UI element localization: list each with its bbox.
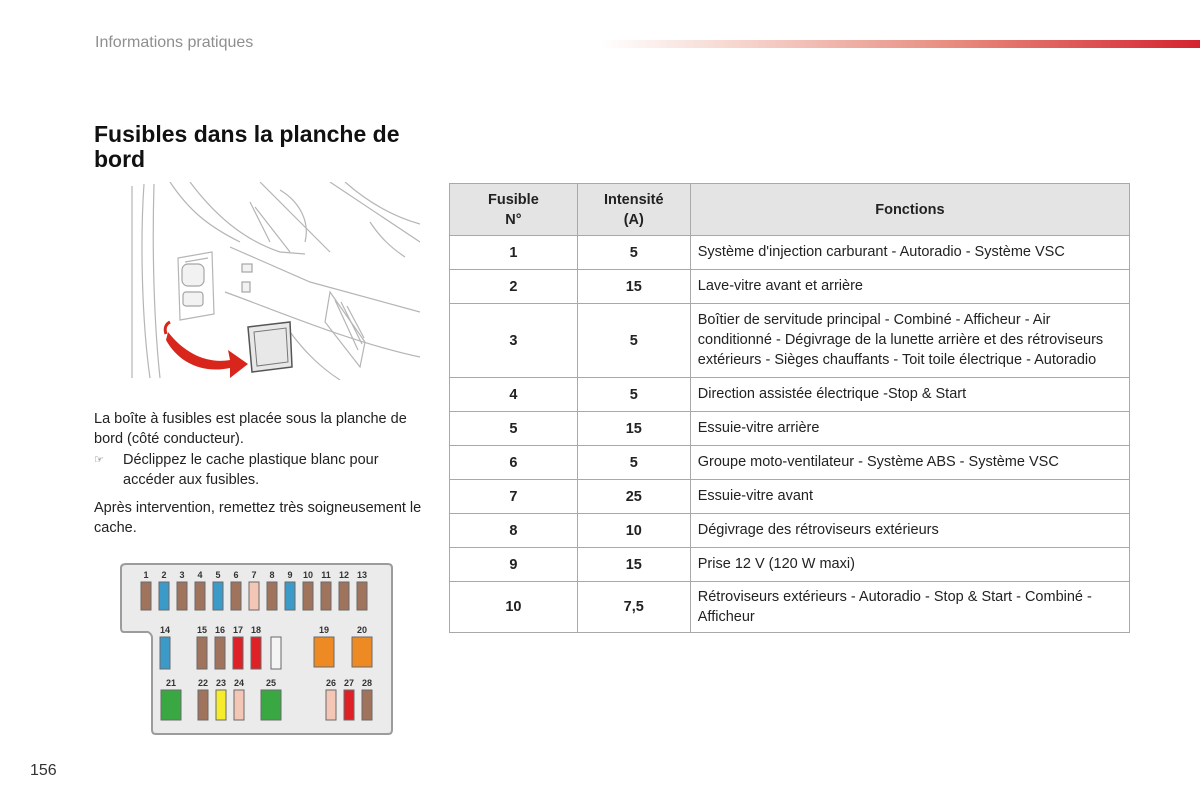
function-cell: Essuie-vitre arrière [690, 412, 1129, 446]
fuse-number-cell: 4 [450, 378, 578, 412]
amperage-cell: 15 [577, 548, 690, 582]
fuse-number-cell: 9 [450, 548, 578, 582]
amperage-cell: 10 [577, 514, 690, 548]
fuse-11 [321, 570, 331, 610]
fuse-box-diagram [118, 562, 396, 737]
function-cell: Boîtier de servitude principal - Combiné - Afficheur - Air conditionné - Dégivrage de la lunette arrière et des rétroviseurs extérieurs - Sièges chauffants - Toit toile électrique - Autoradio [690, 304, 1129, 378]
function-cell: Rétroviseurs extérieurs - Autoradio - Stop & Start - Combiné - Afficheur [690, 582, 1129, 633]
fuse-body [177, 582, 187, 610]
fuse-body [339, 582, 349, 610]
fuse-number-label: 28 [361, 678, 373, 688]
fuse-body [213, 582, 223, 610]
fuse-28 [362, 678, 372, 720]
fuse-body [216, 690, 226, 720]
fuse-14 [160, 625, 170, 669]
function-cell: Prise 12 V (120 W maxi) [690, 548, 1129, 582]
fuse-table [449, 183, 1130, 633]
location-paragraph: La boîte à fusibles est placée sous la planche de bord (côté conducteur). [94, 411, 407, 447]
fuse-number-label: 12 [338, 570, 350, 580]
after-intervention-paragraph: Après intervention, remettez très soigneusement le cache. [94, 500, 422, 536]
fuse-body [159, 582, 169, 610]
pointing-hand-icon: ☞ [94, 454, 104, 466]
fuse-body [198, 690, 208, 720]
fuse-body [261, 690, 281, 720]
fuse-body [215, 637, 225, 669]
header-functions: Fonctions [690, 184, 1129, 236]
table-row [450, 446, 1130, 480]
function-cell: Système d'injection carburant - Autoradio - Système VSC [690, 236, 1129, 270]
function-cell: Lave-vitre avant et arrière [690, 270, 1129, 304]
fuse-body [357, 582, 367, 610]
fuse-number-label: 21 [165, 678, 177, 688]
fuse-number-label: 13 [356, 570, 368, 580]
fuse-number-label: 7 [251, 570, 257, 580]
table-row [450, 412, 1130, 446]
fuse-body [251, 637, 261, 669]
dashboard-illustration [130, 182, 420, 380]
fuse-10 [303, 570, 313, 610]
fuse-body [249, 582, 259, 610]
fuse-spare [271, 637, 281, 669]
fuse-number-label: 11 [321, 570, 331, 580]
fuse-number-cell: 7 [450, 480, 578, 514]
fuse-number-cell: 5 [450, 412, 578, 446]
fuse-body [160, 637, 170, 669]
fuse-body [234, 690, 244, 720]
fuse-number-label: 14 [159, 625, 171, 635]
fuse-24 [234, 678, 244, 720]
fuse-number-label: 27 [343, 678, 355, 688]
fuse-body [197, 637, 207, 669]
fuse-12 [339, 570, 349, 610]
page-title: Fusibles dans la planche de bord [94, 121, 400, 172]
fuse-body [267, 582, 277, 610]
header-amperage: Intensité (A) [577, 184, 690, 236]
fuse-number-label: 16 [214, 625, 226, 635]
amperage-cell: 5 [577, 304, 690, 378]
fuse-number-label: 25 [265, 678, 277, 688]
header-color-band [600, 40, 1200, 48]
fuse-number-label: 9 [287, 570, 293, 580]
fuse-number-label: 24 [233, 678, 245, 688]
header-fuse-number: Fusible N° [450, 184, 578, 236]
fuse-body [195, 582, 205, 610]
fuse-number-label: 19 [318, 625, 330, 635]
fuse-number-label: 1 [143, 570, 149, 580]
amperage-cell: 15 [577, 270, 690, 304]
fuse-body [141, 582, 151, 610]
fuse-body [352, 637, 372, 667]
fuse-number-label: 26 [325, 678, 337, 688]
fuse-number-cell: 1 [450, 236, 578, 270]
amperage-cell: 5 [577, 446, 690, 480]
table-row [450, 304, 1130, 378]
function-cell: Direction assistée électrique -Stop & Start [690, 378, 1129, 412]
function-cell: Groupe moto-ventilateur - Système ABS - Système VSC [690, 446, 1129, 480]
fuse-number-label: 15 [196, 625, 208, 635]
table-row [450, 236, 1130, 270]
fuse-body [271, 637, 281, 669]
fuse-number-label: 4 [197, 570, 203, 580]
fuse-number-label: 2 [161, 570, 167, 580]
fuse-number-cell: 3 [450, 304, 578, 378]
table-header-row [450, 184, 1130, 236]
fuse-number-label: 23 [215, 678, 227, 688]
fuse-body [344, 690, 354, 720]
fuse-body [233, 637, 243, 669]
page-number: 156 [30, 762, 57, 779]
fuse-body [303, 582, 313, 610]
table-row [450, 378, 1130, 412]
fuse-body [314, 637, 334, 667]
fuse-number-label: 8 [269, 570, 275, 580]
amperage-cell: 5 [577, 236, 690, 270]
fuse-number-label: 20 [356, 625, 368, 635]
fuse-number-cell: 10 [450, 582, 578, 633]
fuse-number-label: 22 [197, 678, 209, 688]
amperage-cell: 7,5 [577, 582, 690, 633]
fuse-number-label: 18 [250, 625, 262, 635]
fuse-number-label: 5 [215, 570, 221, 580]
function-cell: Essuie-vitre avant [690, 480, 1129, 514]
table-row [450, 514, 1130, 548]
section-header: Informations pratiques [95, 34, 254, 51]
table-row [450, 548, 1130, 582]
bullet-text: Déclippez le cache plastique blanc pour accéder aux fusibles. [123, 452, 379, 488]
fuse-body [161, 690, 181, 720]
function-cell: Dégivrage des rétroviseurs extérieurs [690, 514, 1129, 548]
fuse-23 [216, 678, 226, 720]
fuse-number-cell: 6 [450, 446, 578, 480]
table-row [450, 582, 1130, 633]
fuse-number-label: 17 [232, 625, 244, 635]
fuse-16 [215, 625, 225, 669]
fuse-13 [357, 570, 367, 610]
table-row [450, 270, 1130, 304]
fuse-number-cell: 2 [450, 270, 578, 304]
fuse-number-cell: 8 [450, 514, 578, 548]
fuse-number-label: 3 [179, 570, 185, 580]
fuse-15 [197, 625, 207, 669]
fuse-number-label: 6 [233, 570, 239, 580]
amperage-cell: 5 [577, 378, 690, 412]
amperage-cell: 25 [577, 480, 690, 514]
fuse-body [362, 690, 372, 720]
amperage-cell: 15 [577, 412, 690, 446]
fuse-number-label: 10 [302, 570, 314, 580]
bullet-item [94, 450, 424, 490]
fuse-body [321, 582, 331, 610]
table-row [450, 480, 1130, 514]
fuse-18 [251, 625, 261, 669]
fuse-body [285, 582, 295, 610]
fuse-body [231, 582, 241, 610]
fuse-17 [233, 625, 243, 669]
fuse-body [326, 690, 336, 720]
fuse-26 [326, 678, 336, 720]
fuse-22 [198, 678, 208, 720]
fuse-27 [344, 678, 354, 720]
